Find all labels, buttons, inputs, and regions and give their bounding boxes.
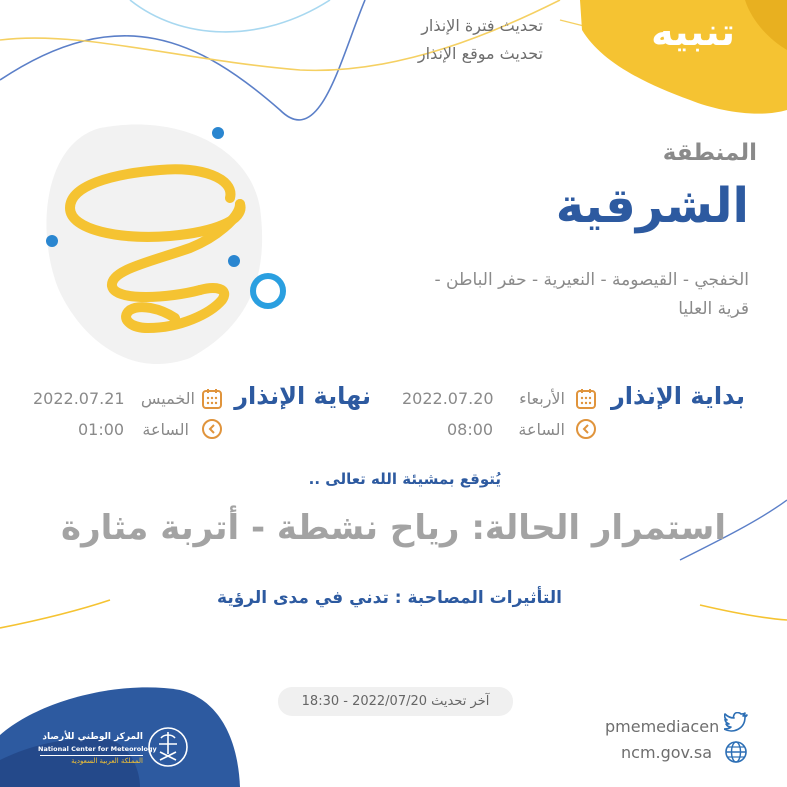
warning-start-time: 08:00 — [447, 420, 494, 439]
warning-start-day: الأربعاء — [519, 389, 565, 408]
clock-icon — [575, 418, 597, 440]
globe-icon[interactable] — [724, 740, 748, 764]
warning-start-title: بداية الإنذار — [610, 382, 745, 410]
website-link[interactable]: ncm.gov.sa — [621, 743, 713, 762]
logo-english-name: National Center for Meteorology — [38, 745, 157, 753]
tornado-icon — [40, 118, 300, 378]
expected-text: يُتوقع بمشيئة الله تعالى .. — [308, 470, 501, 488]
cities-list — [389, 266, 749, 324]
alert-label: تنبيه — [651, 10, 735, 54]
warning-start-time-label: الساعة — [518, 420, 565, 439]
warning-end-title: نهاية الإنذار — [234, 382, 371, 410]
logo-divider — [40, 755, 143, 756]
last-update-badge: آخر تحديث 2022/07/20 - 18:30 — [278, 687, 513, 716]
cities-line-2: قرية العليا — [678, 299, 749, 319]
effects-text: التأثيرات المصاحبة : تدني في مدى الرؤية — [217, 588, 562, 608]
warning-end-time-label: الساعة — [142, 420, 189, 439]
clock-icon — [201, 418, 223, 440]
cities-line-1: الخفجي - القيصومة - النعيرية - حفر الباطن - — [434, 270, 749, 290]
status-text: استمرار الحالة: رياح نشطة - أتربة مثارة — [61, 508, 726, 548]
logo-arabic-name: المركز الوطني للأرصاد — [42, 732, 143, 742]
warning-start-date: 2022.07.20 — [402, 389, 494, 408]
region-label: المنطقة — [662, 140, 757, 166]
calendar-icon — [575, 388, 597, 410]
region-name: الشرقية — [555, 178, 749, 234]
update-period-text: تحديث فترة الإنذار — [421, 16, 543, 35]
warning-end-date: 2022.07.21 — [33, 389, 125, 408]
logo-country-name: المملكة العربية السعودية — [71, 757, 143, 765]
update-location-text: تحديث موقع الإنذار — [417, 44, 543, 63]
warning-end-day: الخميس — [140, 389, 195, 408]
twitter-icon[interactable] — [724, 712, 748, 732]
calendar-icon — [201, 388, 223, 410]
twitter-handle[interactable]: pmemediacen — [605, 717, 720, 736]
warning-end-time: 01:00 — [78, 420, 125, 439]
